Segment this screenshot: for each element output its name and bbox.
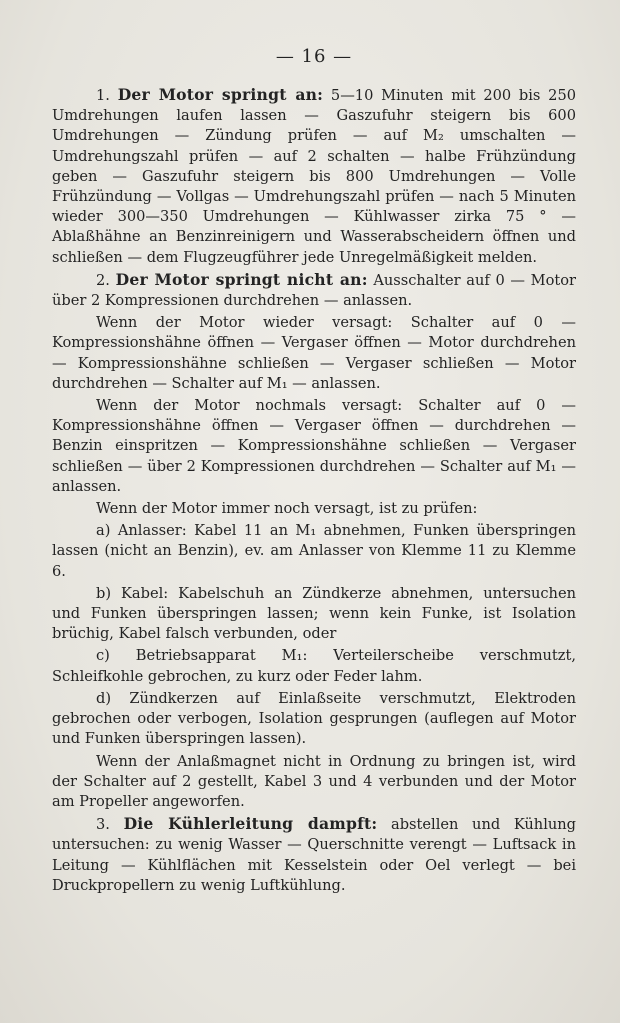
magnet-paragraph: Wenn der Anlaßmagnet nicht in Ordnung zu bringen ist, wird der Schalter auf 2 gestellt, Kabel 3 und 4 verbunden und der Motor am Propeller angeworfen. bbox=[52, 752, 576, 810]
check-intro-paragraph: Wenn der Motor immer noch versagt, ist zu prüfen: bbox=[96, 500, 478, 518]
section-2-heading: Der Motor springt nicht an: bbox=[115, 269, 368, 289]
check-item-a: a) Anlasser: Kabel 11 an M₁ abnehmen, Funken überspringen lassen (nicht an Benzin), ev. am Anlasser von Klemme 11 zu Klemme 6. bbox=[52, 522, 576, 580]
page-text bbox=[52, 85, 576, 896]
section-3-number: 3. bbox=[96, 816, 110, 834]
page-number: — 16 — bbox=[275, 46, 353, 67]
retry-paragraph-1: Wenn der Motor wieder versagt: Schalter auf 0 — Kompressionshähne öffnen — Vergaser öffnen — Motor durchdrehen — Kompressionshähne schließen — Vergaser schließen — Motor durchdrehen — Schalter auf M₁ — anlassen. bbox=[52, 314, 576, 392]
section-2-body: Ausschalter auf 0 — Motor über 2 Kompressionen durchdrehen — anlassen. bbox=[52, 271, 576, 310]
section-3-heading: Die Kühlerleitung dampft: bbox=[123, 814, 378, 834]
section-1-paragraph bbox=[52, 85, 576, 268]
section-1-number: 1. bbox=[96, 87, 110, 104]
section-3-paragraph bbox=[52, 814, 576, 896]
check-item-c: c) Betriebsapparat M₁: Verteilerscheibe verschmutzt, Schleifkohle gebrochen, zu kurz oder Feder lahm. bbox=[52, 647, 576, 685]
section-2-number: 2. bbox=[96, 271, 110, 289]
section-1-body: 5—10 Minuten mit 200 bis 250 Umdrehungen laufen lassen — Gaszufuhr steigern bis 600 Umdrehungen — Zündung prüfen — auf M₂ umschalten — Umdrehungszahl prüfen — auf 2 schalten — halbe Frühzündung geben — Gaszufuhr steigern bis 800 Umdrehungen — Volle Frühzündung — Vollgas — Umdrehungszahl prüfen — nach 5 Minuten wieder 300—350 Umdrehungen — Kühlwasser zirka 75 ° — Ablaßhähne an Benzinreinigern und Wasserabscheidern öffnen und schließen — dem Flugzeugführer jede Unregelmäßigkeit melden. bbox=[52, 87, 577, 266]
section-1-heading: Der Motor springt an: bbox=[117, 85, 324, 104]
check-item-d: d) Zündkerzen auf Einlaßseite verschmutzt, Elektroden gebrochen oder verbogen, Isolation gesprungen (auflegen auf Motor und Funken überspringen lassen). bbox=[52, 689, 576, 748]
section-3-body: abstellen und Kühlung untersuchen: zu wenig Wasser — Querschnitte verengt — Luftsack in Leitung — Kühlflächen mit Kesselstein oder Oel verlegt — bei Druckpropellern zu wenig Luftkühlung. bbox=[52, 816, 577, 894]
check-item-b: b) Kabel: Kabelschuh an Zündkerze abnehmen, untersuchen und Funken überspringen lassen; wenn kein Funke, ist Isolation brüchig, Kabel falsch verbunden, oder bbox=[52, 584, 576, 643]
section-2-paragraph bbox=[52, 270, 576, 311]
retry-paragraph-2: Wenn der Motor nochmals versagt: Schalter auf 0 — Kompressionshähne öffnen — Vergaser öffnen — durchdrehen — Benzin einspritzen — Kompressionshähne schließen — Vergaser schließen — über 2 Kompressionen durchdrehen — Schalter auf M₁ — anlassen. bbox=[52, 397, 576, 495]
